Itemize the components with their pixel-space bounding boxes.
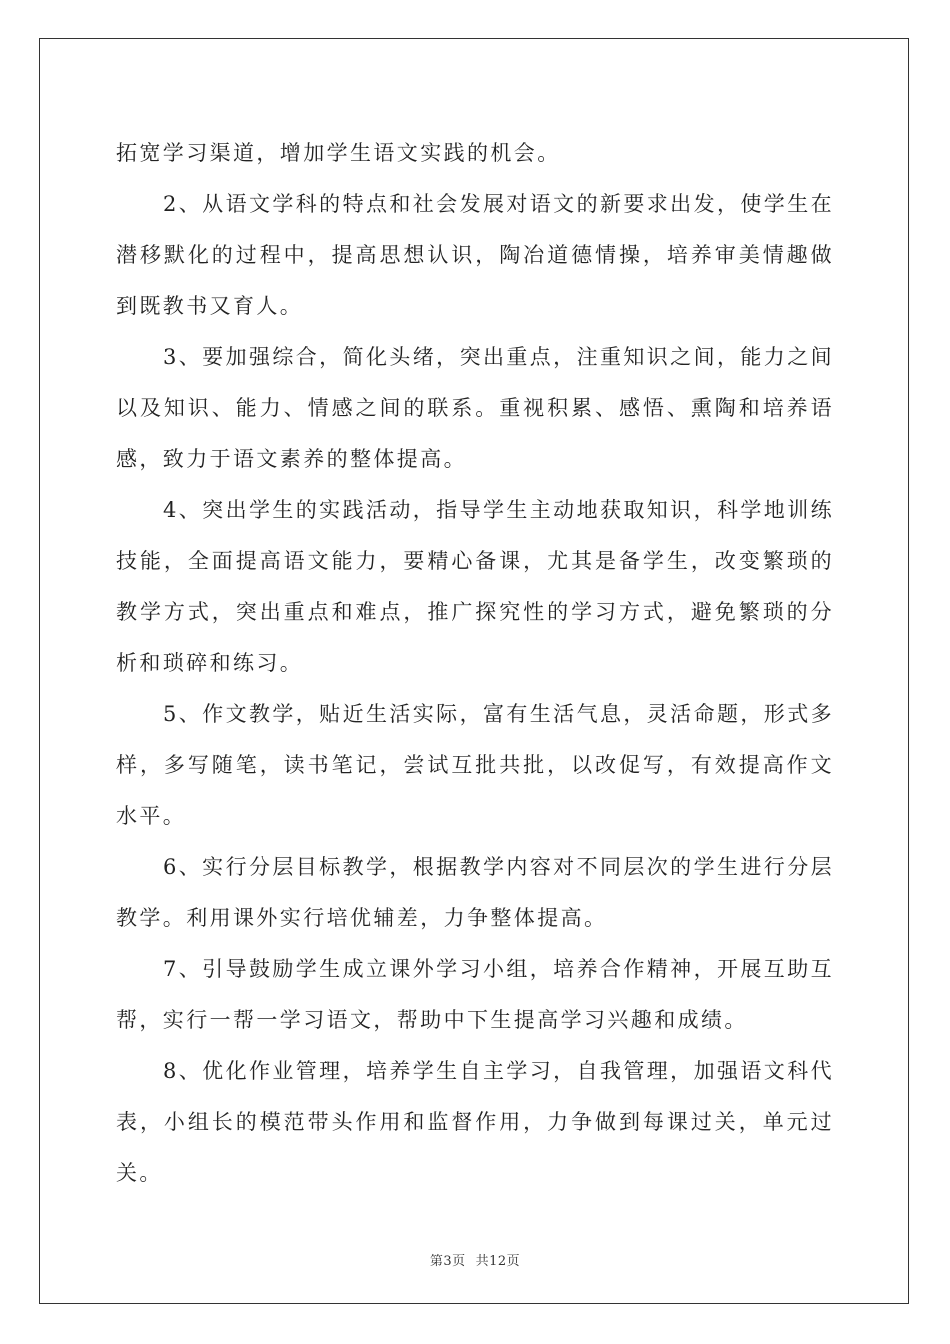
page-number-total: 共12页 bbox=[475, 1254, 521, 1269]
paragraph-item-3: 3、要加强综合，简化头绪，突出重点，注重知识之间，能力之间以及知识、能力、情感之间的联系。重视积累、感悟、熏陶和培养语感，致力于语文素养的整体提高。 bbox=[116, 345, 834, 471]
paragraph-item-5: 5、作文教学，贴近生活实际，富有生活气息，灵活命题，形式多样，多写随笔，读书笔记，尝试互批共批，以改促写，有效提高作文水平。 bbox=[116, 702, 834, 828]
paragraph-item-7: 7、引导鼓励学生成立课外学习小组，培养合作精神，开展互助互帮，实行一帮一学习语文，帮助中下生提高学习兴趣和成绩。 bbox=[116, 957, 834, 1032]
paragraph-continuation: 拓宽学习渠道，增加学生语文实践的机会。 bbox=[116, 141, 561, 165]
paragraph-item-2: 2、从语文学科的特点和社会发展对语文的新要求出发，使学生在潜移默化的过程中，提高思想认识，陶冶道德情操，培养审美情趣做到既教书又育人。 bbox=[116, 192, 834, 318]
paragraph-item-4: 4、突出学生的实践活动，指导学生主动地获取知识，科学地训练技能，全面提高语文能力，要精心备课，尤其是备学生，改变繁琐的教学方式，突出重点和难点，推广探究性的学习方式，避免繁琐的分析和琐碎和练习。 bbox=[116, 498, 834, 675]
paragraph-item-6: 6、实行分层目标教学，根据教学内容对不同层次的学生进行分层教学。利用课外实行培优辅差，力争整体提高。 bbox=[116, 855, 834, 930]
paragraph-item-8: 8、优化作业管理，培养学生自主学习，自我管理，加强语文科代表，小组长的模范带头作用和监督作用，力争做到每课过关，单元过关。 bbox=[116, 1059, 834, 1185]
page-number-current: 第3页 bbox=[429, 1254, 466, 1269]
page-footer bbox=[0, 1250, 950, 1269]
document-body bbox=[116, 128, 834, 1199]
